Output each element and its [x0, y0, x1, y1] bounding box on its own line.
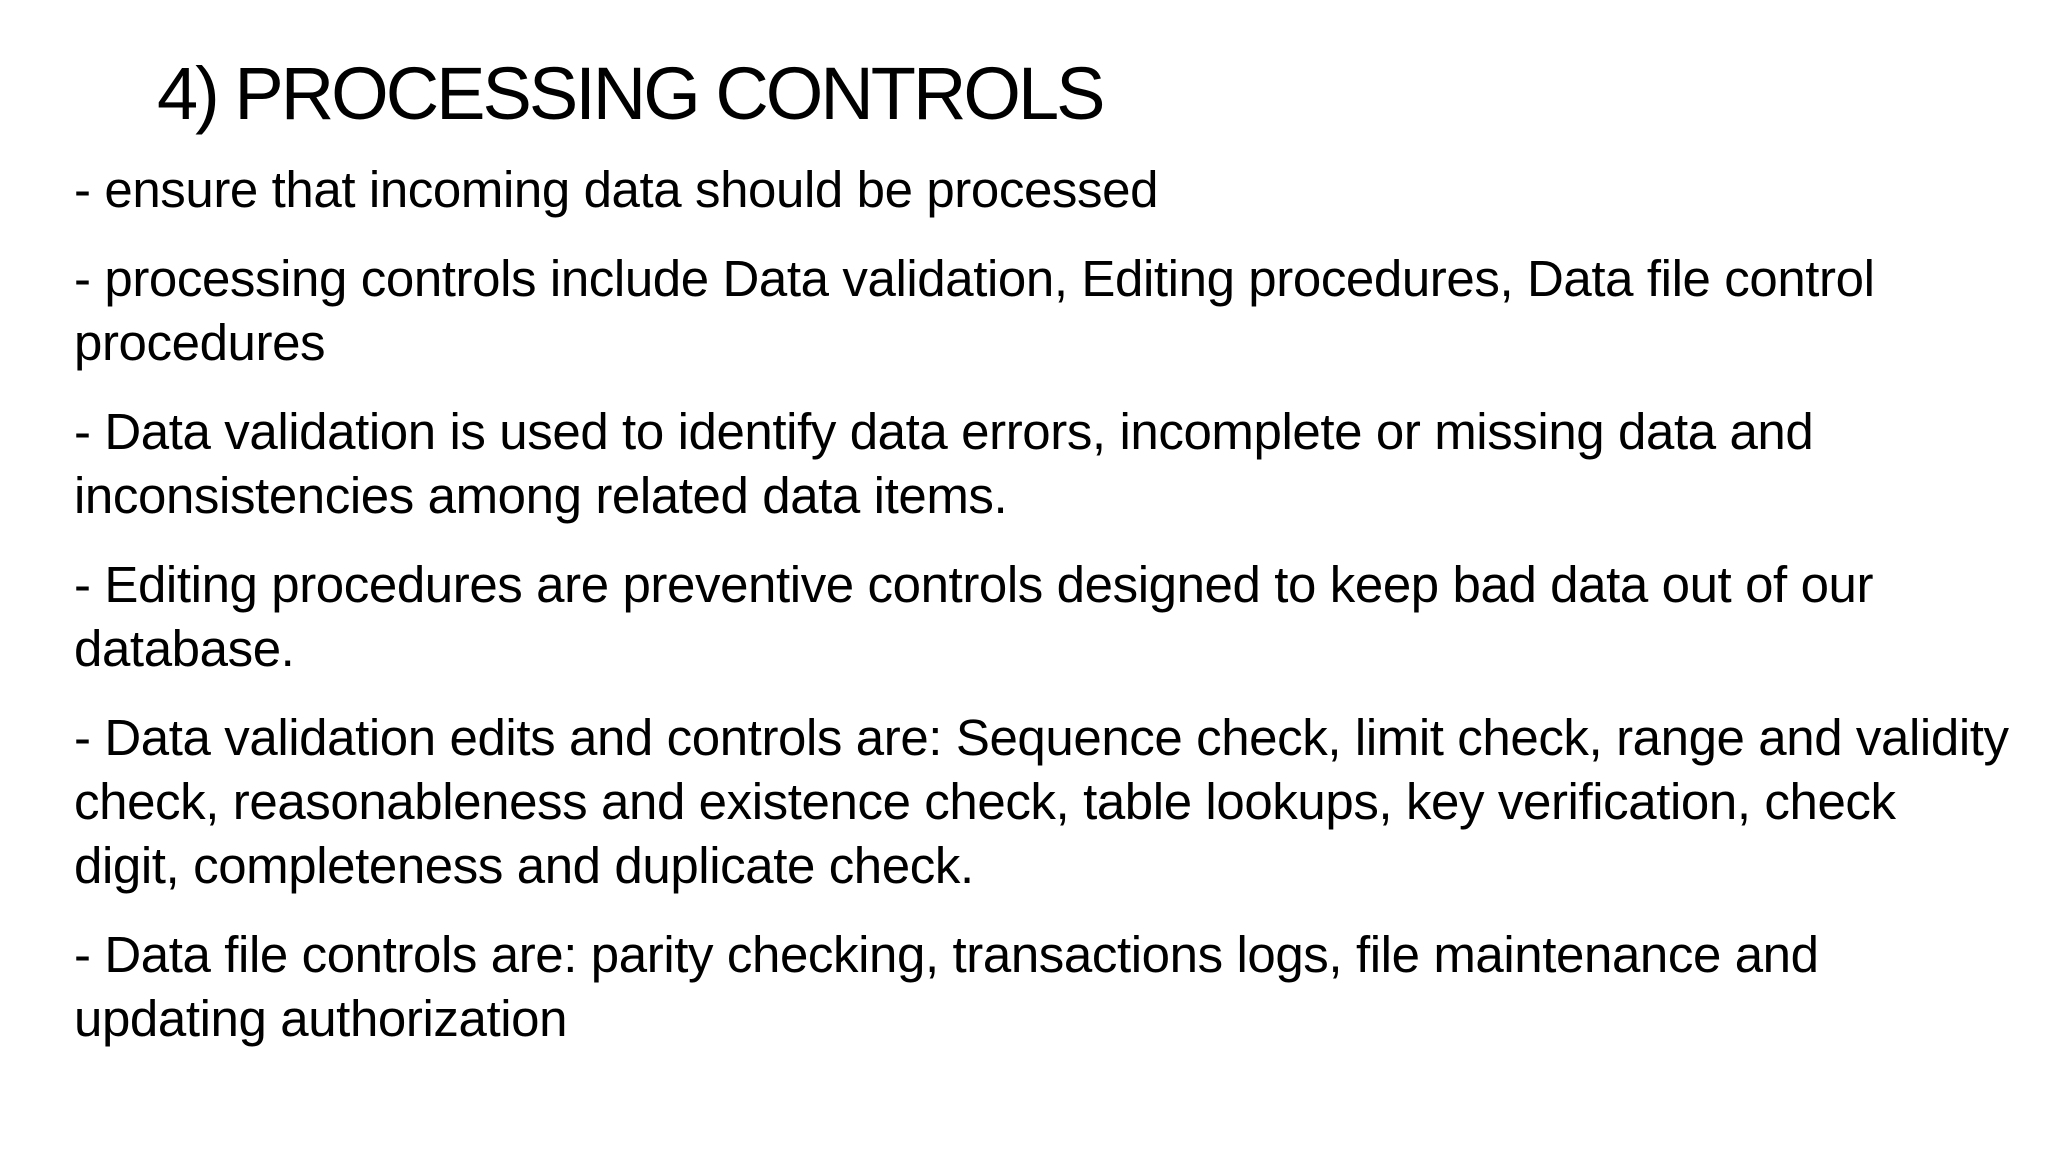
bullet-item: - Data file controls are: parity checking, transactions logs, file maintenance and updating authorization	[74, 926, 1819, 1047]
bullet-item: - ensure that incoming data should be processed	[74, 161, 1159, 218]
bullet-list	[74, 158, 2014, 1076]
bullet-item: - Data validation is used to identify data errors, incomplete or missing data and inconsistencies among related data items.	[74, 403, 1814, 524]
slide-title: 4) PROCESSING CONTROLS	[157, 52, 1103, 135]
bullet-item: - processing controls include Data validation, Editing procedures, Data file control procedures	[74, 250, 1875, 371]
bullet-item: - Editing procedures are preventive controls designed to keep bad data out of our database.	[74, 556, 1874, 677]
bullet-item: - Data validation edits and controls are: Sequence check, limit check, range and validity check, reasonableness and existence check, table lookups, key verification, check digit, completeness and duplicate check.	[74, 709, 2009, 894]
